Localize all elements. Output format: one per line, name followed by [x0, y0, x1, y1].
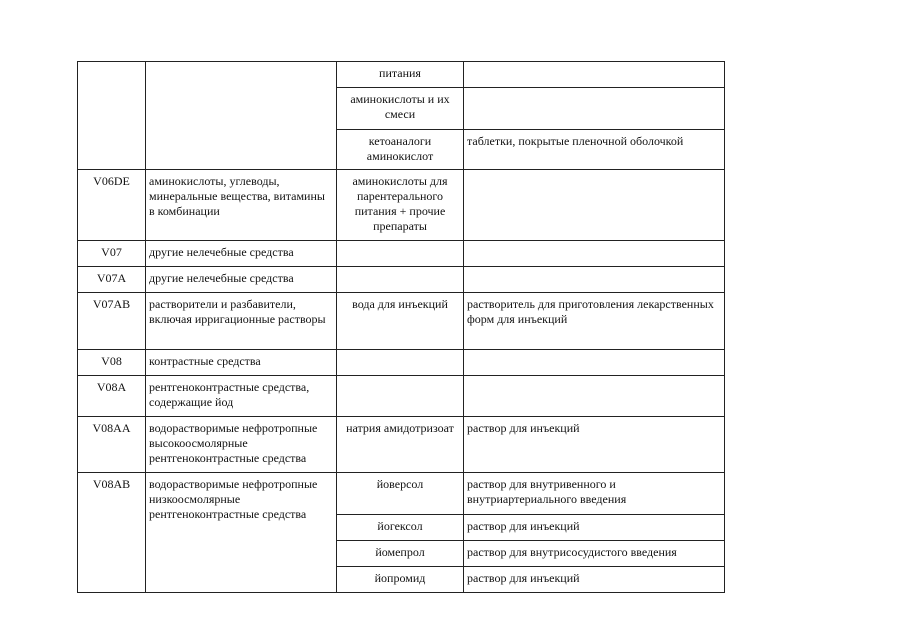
- form-cell: раствор для инъекций: [464, 515, 725, 541]
- table-row: [78, 62, 725, 88]
- code-cell: V08AA: [78, 417, 146, 473]
- inn-cell: йомепрол: [337, 541, 464, 567]
- table-row: [78, 376, 725, 417]
- table-row: [78, 267, 725, 293]
- inn-cell: аминокислоты и их смеси: [337, 88, 464, 130]
- form-cell: раствор для инъекций: [464, 417, 725, 473]
- form-cell: раствор для внутривенного и внутриартериального введения: [464, 473, 725, 515]
- group-cell: [146, 62, 337, 170]
- table-row: [78, 241, 725, 267]
- group-cell: другие нелечебные средства: [146, 267, 337, 293]
- inn-cell: йогексол: [337, 515, 464, 541]
- inn-cell: [337, 376, 464, 417]
- group-cell: водорастворимые нефротропные высокоосмолярные рентгеноконтрастные средства: [146, 417, 337, 473]
- group-cell: растворители и разбавители, включая ирригационные растворы: [146, 293, 337, 350]
- form-cell: [464, 62, 725, 88]
- code-cell: V06DE: [78, 170, 146, 241]
- inn-cell: питания: [337, 62, 464, 88]
- table-row: [78, 350, 725, 376]
- form-cell: раствор для инъекций: [464, 567, 725, 593]
- group-cell: аминокислоты, углеводы, минеральные вещества, витамины в комбинации: [146, 170, 337, 241]
- code-cell: V07AB: [78, 293, 146, 350]
- inn-cell: натрия амидотризоат: [337, 417, 464, 473]
- inn-cell: кетоаналоги аминокислот: [337, 130, 464, 170]
- form-cell: [464, 350, 725, 376]
- code-cell: V08: [78, 350, 146, 376]
- inn-cell: [337, 267, 464, 293]
- inn-cell: вода для инъекций: [337, 293, 464, 350]
- code-cell: V08AB: [78, 473, 146, 593]
- form-cell: [464, 88, 725, 130]
- inn-cell: [337, 241, 464, 267]
- drug-classification-table: [77, 61, 725, 593]
- table-row: [78, 417, 725, 473]
- code-cell: [78, 62, 146, 170]
- form-cell: раствор для внутрисосудистого введения: [464, 541, 725, 567]
- inn-cell: [337, 350, 464, 376]
- form-cell: [464, 376, 725, 417]
- inn-cell: йоверсол: [337, 473, 464, 515]
- code-cell: V07A: [78, 267, 146, 293]
- form-cell: растворитель для приготовления лекарственных форм для инъекций: [464, 293, 725, 350]
- group-cell: рентгеноконтрастные средства, содержащие йод: [146, 376, 337, 417]
- form-cell: [464, 241, 725, 267]
- group-cell: контрастные средства: [146, 350, 337, 376]
- table-row: [78, 293, 725, 350]
- form-cell: [464, 170, 725, 241]
- form-cell: [464, 267, 725, 293]
- table-row: [78, 170, 725, 241]
- inn-cell: аминокислоты для парентерального питания + прочие препараты: [337, 170, 464, 241]
- table-row: [78, 473, 725, 515]
- form-cell: таблетки, покрытые пленочной оболочкой: [464, 130, 725, 170]
- group-cell: водорастворимые нефротропные низкоосмолярные рентгеноконтрастные средства: [146, 473, 337, 593]
- code-cell: V07: [78, 241, 146, 267]
- group-cell: другие нелечебные средства: [146, 241, 337, 267]
- code-cell: V08A: [78, 376, 146, 417]
- inn-cell: йопромид: [337, 567, 464, 593]
